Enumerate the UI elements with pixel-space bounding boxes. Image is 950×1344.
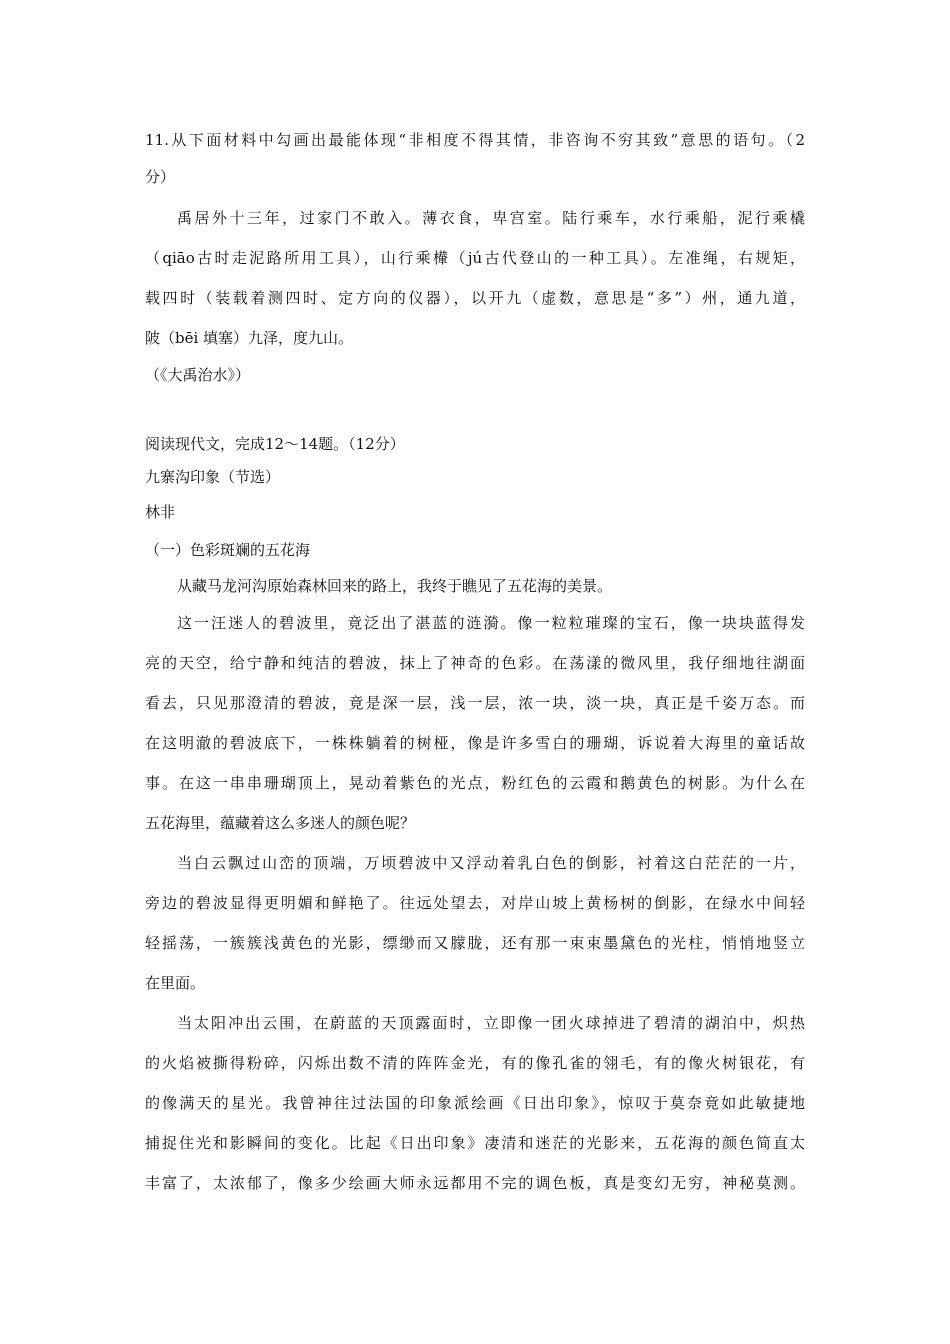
paragraph-line: 旁边的碧波显得更明媚和鲜艳了。往远处望去，对岸山坡上黄杨树的倒影，在绿水中间轻 — [145, 894, 805, 912]
paragraph-line: 的像满天的星光。我曾神往过法国的印象派绘画《日出印象》，惊叹于莫奈竟如此敏捷地 — [145, 1094, 805, 1112]
question-11-prompt: 11.从下面材料中勾画出最能体现“非相度不得其情，非咨询不穷其致”意思的语句。（2 — [145, 131, 805, 149]
paragraph-line: 在这明澈的碧波底下，一株株躺着的树桠，像是许多雪白的珊瑚，诉说着大海里的童话故 — [145, 734, 805, 752]
paragraph-line: 在里面。 — [145, 974, 206, 992]
paragraph-line: 五花海里，蕴藏着这么多迷人的颜色呢？ — [145, 814, 416, 832]
paragraph-line: 丰富了，太浓郁了，像多少绘画大师永远都用不完的调色板，真是变幻无穷，神秘莫测。 — [145, 1174, 805, 1192]
paragraph-line: 捕捉住光和影瞬间的变化。比起《日出印象》凄清和迷茫的光影来，五花海的颜色简直太 — [145, 1134, 805, 1152]
paragraph-line: 当太阳冲出云围，在蔚蓝的天顶露面时，立即像一团火球掉进了碧清的湖泊中，炽热 — [177, 1014, 805, 1032]
paragraph-line: 从藏马龙河沟原始森林回来的路上，我终于瞧见了五花海的美景。 — [177, 577, 613, 595]
passage-line: 陂（bēi 填塞）九泽，度九山。 — [145, 329, 354, 347]
reading-instruction: 阅读现代文，完成12～14题。（12分） — [145, 435, 405, 453]
question-11-prompt-cont: 分） — [145, 168, 176, 186]
passage-line: 禹居外十三年，过家门不敢入。薄衣食，卑宫室。陆行乘车，水行乘船，泥行乘橇 — [177, 209, 805, 227]
section-heading: （一）色彩斑斓的五花海 — [145, 541, 311, 559]
passage-line: （qiāo古时走泥路所用工具），山行乘檋（jú古代登山的一种工具）。左准绳，右规矩， — [145, 249, 805, 267]
paragraph-line: 这一汪迷人的碧波里，竟泛出了湛蓝的涟漪。像一粒粒璀璨的宝石，像一块块蓝得发 — [177, 614, 805, 632]
passage-source: （《大禹治水》） — [145, 366, 251, 384]
paragraph-line: 看去，只见那澄清的碧波，竟是深一层，浅一层，浓一块，淡一块，真正是千姿万态。而 — [145, 694, 805, 712]
article-title: 九寨沟印象（节选） — [145, 468, 281, 486]
paragraph-line: 的火焰被撕得粉碎，闪烁出数不清的阵阵金光，有的像孔雀的翎毛，有的像火树银花，有 — [145, 1054, 805, 1072]
paragraph-line: 轻摇荡，一簇簇浅黄色的光影，缥缈而又朦胧，还有那一束束墨黛色的光柱，悄悄地竖立 — [145, 934, 805, 952]
article-author: 林非 — [145, 503, 176, 521]
paragraph-line: 当白云飘过山峦的顶端，万顷碧波中又浮动着乳白色的倒影，衬着这白茫茫的一片， — [177, 854, 805, 872]
paragraph-line: 事。在这一串串珊瑚顶上，晃动着紫色的光点，粉红色的云霞和鹅黄色的树影。为什么在 — [145, 774, 805, 792]
passage-line: 载四时（装载着测四时、定方向的仪器），以开九（虚数，意思是“多”）州，通九道， — [145, 289, 805, 307]
paragraph-line: 亮的天空，给宁静和纯洁的碧波，抹上了神奇的色彩。在荡漾的微风里，我仔细地往湖面 — [145, 654, 805, 672]
